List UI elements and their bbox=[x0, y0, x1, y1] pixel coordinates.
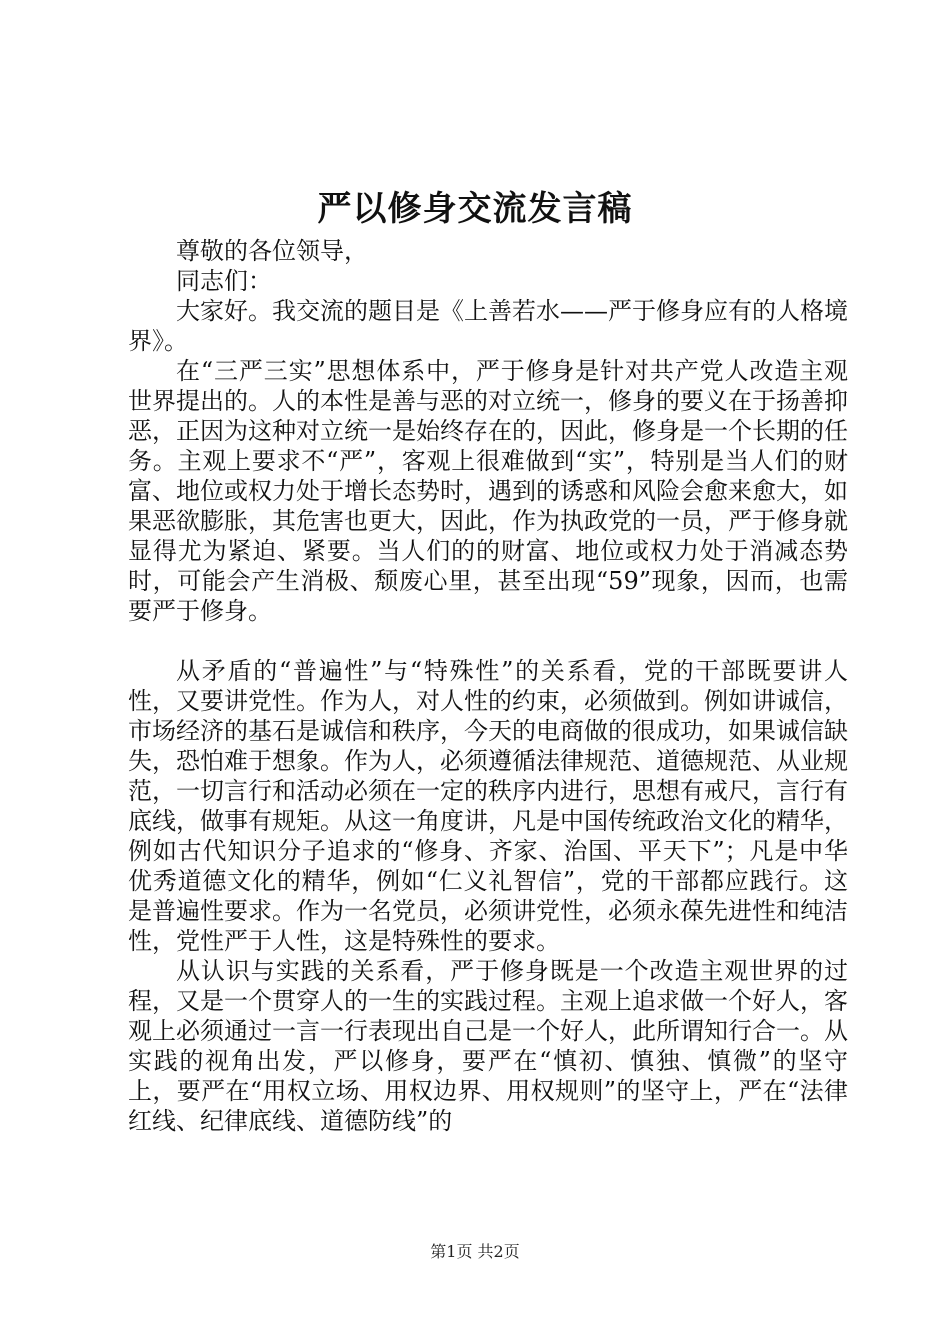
salutation-line-2: 同志们： bbox=[176, 267, 272, 295]
document-body bbox=[128, 236, 848, 1136]
paragraph-intro: 大家好。我交流的题目是《上善若水——严于修身应有的人格境界》。 bbox=[128, 297, 848, 355]
paragraph-practice: 从认识与实践的关系看，严于修身既是一个改造主观世界的过程，又是一个贯穿人的一生的实践过程。主观上追求做一个好人，客观上必须通过一言一行表现出自己是一个好人，此所谓知行合一。从实践的视角出发，严以修身，要严在“慎初、慎独、慎微”的坚守上，要严在“用权立场、用权边界、用权规则”的坚守上，严在“法律红线、纪律底线、道德防线”的 bbox=[128, 957, 848, 1135]
document-title: 严以修身交流发言稿 bbox=[317, 189, 633, 229]
paragraph-universality: 从矛盾的“普遍性”与“特殊性”的关系看，党的干部既要讲人性，又要讲党性。作为人，对人性的约束，必须做到。例如讲诚信，市场经济的基石是诚信和秩序，今天的电商做的很成功，如果诚信缺失，恐怕难于想象。作为人，必须遵循法律规范、道德规范、从业规范，一切言行和活动必须在一定的秩序内进行，思想有戒尺，言行有底线，做事有规矩。从这一角度讲，凡是中国传统政治文化的精华，例如古代知识分子追求的“修身、齐家、治国、平天下”；凡是中华优秀道德文化的精华，例如“仁义礼智信”，党的干部都应践行。这是普遍性要求。作为一名党员，必须讲党性，必须永葆先进性和纯洁性，党性严于人性，这是特殊性的要求。 bbox=[128, 657, 848, 955]
salutation-line-1: 尊敬的各位领导， bbox=[176, 237, 368, 265]
paragraph-three-stricts: 在“三严三实”思想体系中，严于修身是针对共产党人改造主观世界提出的。人的本性是善与恶的对立统一，修身的要义在于扬善抑恶，正因为这种对立统一是始终存在的，因此，修身是一个长期的任务。主观上要求不“严”，客观上很难做到“实”，特别是当人们的财富、地位或权力处于增长态势时，遇到的诱惑和风险会愈来愈大，如果恶欲膨胀，其危害也更大，因此，作为执政党的一员，严于修身就显得尤为紧迫、紧要。当人们的的财富、地位或权力处于消减态势时，可能会产生消极、颓废心里，甚至出现“59”现象，因而，也需要严于修身。 bbox=[128, 357, 848, 625]
page-number: 第1页 共2页 bbox=[430, 1242, 520, 1261]
